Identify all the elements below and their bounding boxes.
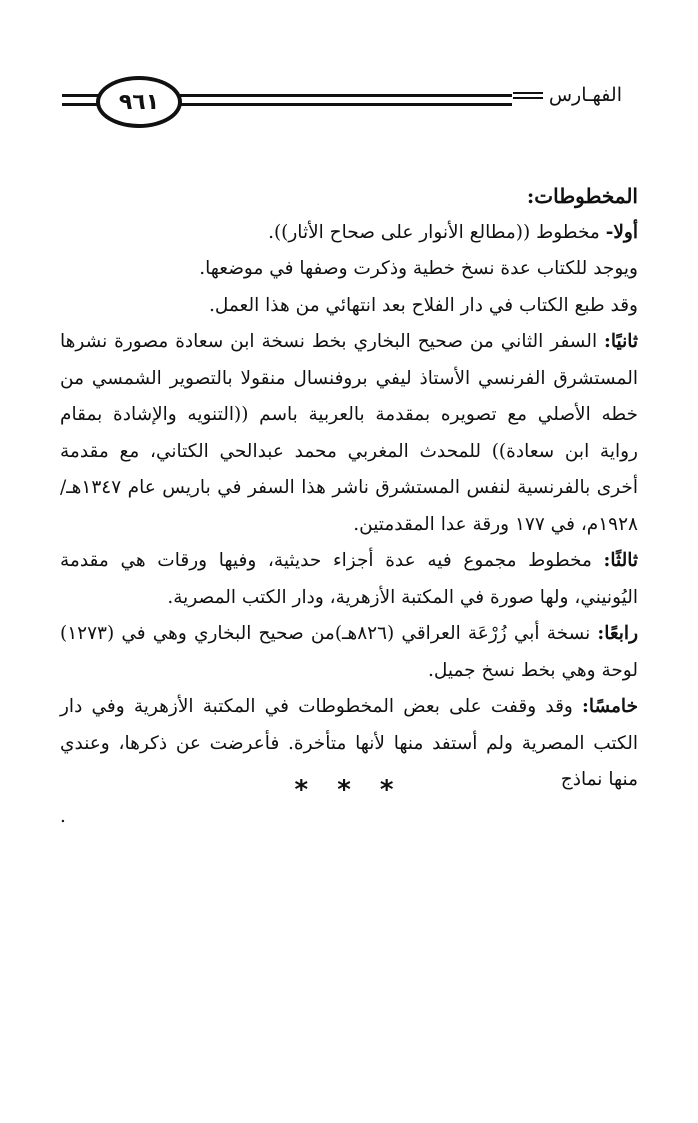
paragraph-text: وقد وقفت على بعض المخطوطات في المكتبة الأزهرية وفي دار الكتب المصرية ولم أستفد منها لأنها متأخرة. فأعرضت عن ذكرها، وعندي منها نماذج [60,696,638,790]
paragraph-text: نسخة أبي زُرْعَة العراقي (٨٢٦هـ)من صحيح البخاري وهي في (١٢٧٣) لوحة وهي بخط نسخ جميل. [60,623,638,681]
paragraph-text: مخطوط مجموع فيه عدة أجزاء حديثية، وفيها ورقات هي مقدمة اليُونيني، ولها صورة في المكتبة الأزهرية، ودار الكتب المصرية. [60,550,638,608]
paragraph-text: السفر الثاني من صحيح البخاري بخط نسخة ابن سعادة مصورة نشرها المستشرق الفرنسي الأستاذ ليفي بروفنسال منقولا بالتصوير الشمسي من خطه الأصلي مع تصويره بمقدمة بالعربية باسم ((التنويه والإشادة بمقام رواية ابن سعادة)) للمحدث المغربي محمد عبدالحي الكتاني، مع مقدمة أخرى بالفرنسية لنفس المستشرق ناشر هذا السفر في باريس عام ١٣٤٧هـ/١٩٢٨م، في ١٧٧ ورقة عدا المقدمتين. [60,331,638,535]
item-label: أولا- [605,221,638,243]
header-rule-middle [180,94,512,106]
paragraph-third [60,543,638,616]
page-body [60,178,638,835]
section-heading: المخطوطات: [526,184,638,208]
item-label: ثانيًا: [604,331,638,352]
running-title: الفهـارس [548,84,622,106]
paragraph-text: مخطوط ((مطالع الأنوار على صحاح الأثار)). [268,221,606,243]
page-number: ٩٦١ [118,89,160,115]
paragraph-text: وقد طبع الكتاب في دار الفلاح بعد انتهائي من هذا العمل. [208,294,638,316]
running-title-group [513,84,622,106]
page-header [62,72,622,134]
section-separator: * * * [294,775,404,805]
item-label: رابعًا: [597,623,639,644]
page-number-badge [96,76,182,128]
item-label: خامسًا: [582,696,638,717]
item-label: ثالثًا: [603,550,638,571]
paragraph-printed [60,288,638,325]
paragraph-text: ويوجد للكتاب عدة نسخ خطية وذكرت وصفها في موضعها. [199,258,638,279]
paragraph-fourth [60,616,638,689]
header-rule-right [513,92,543,99]
paragraph-copies [60,251,638,288]
paragraph-first [60,215,638,252]
trailing-dot: . [60,805,66,827]
paragraph-second [60,324,638,543]
